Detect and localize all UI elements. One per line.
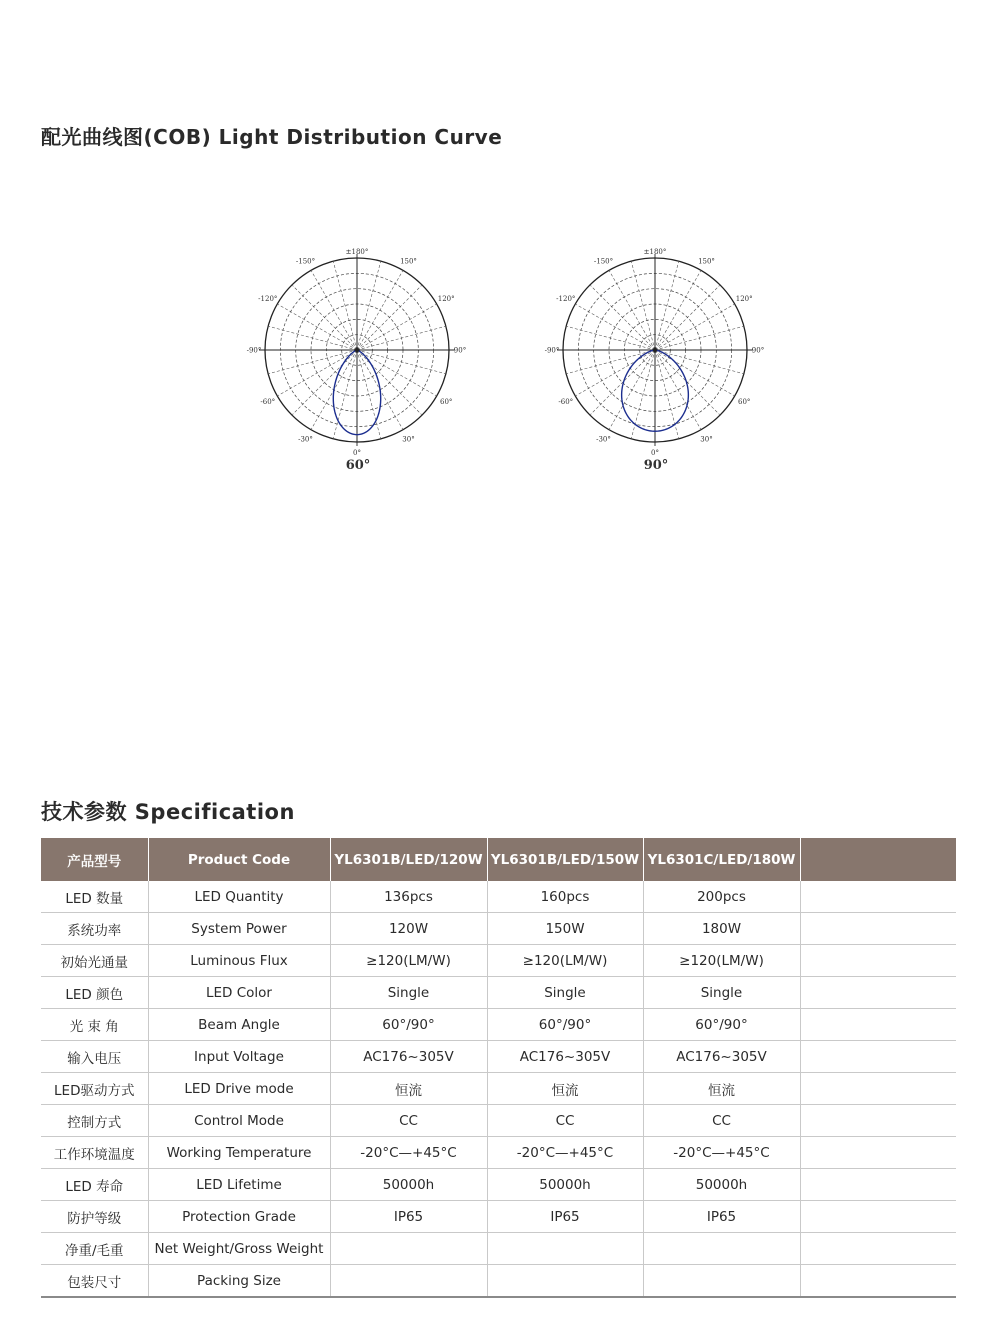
cell-en-label: System Power <box>148 913 330 945</box>
polar-angle-label: 30° <box>402 435 415 444</box>
cell-value-180w <box>643 1233 800 1265</box>
polar-grid-spoke <box>357 350 422 415</box>
cell-en-label: Protection Grade <box>148 1201 330 1233</box>
spec-section-title: 技术参数 Specification <box>41 800 295 824</box>
polar-angle-label: -60° <box>260 398 276 406</box>
cell-cn-label: 包装尺寸 <box>41 1265 148 1298</box>
cell-cn-label: 系统功率 <box>41 913 148 945</box>
cell-value-extra <box>800 1105 956 1137</box>
polar-angle-label: 60° <box>737 398 751 406</box>
table-row <box>41 1073 956 1105</box>
polar-angle-label: 60° <box>439 398 453 406</box>
polar-grid-spoke <box>631 261 655 350</box>
cell-value-extra <box>800 977 956 1009</box>
table-row <box>41 881 956 913</box>
polar-angle-label: ±180° <box>345 248 369 256</box>
cell-cn-label: LED 寿命 <box>41 1169 148 1201</box>
cell-cn-label: 工作环境温度 <box>41 1137 148 1169</box>
cell-value-120w: 120W <box>330 913 487 945</box>
cell-en-label: Working Temperature <box>148 1137 330 1169</box>
cell-value-extra <box>800 1201 956 1233</box>
polar-angle-label: -120° <box>556 295 576 303</box>
cell-en-label: Net Weight/Gross Weight <box>148 1233 330 1265</box>
polar-angle-label: 120° <box>735 295 753 303</box>
cell-value-180w: 恒流 <box>643 1073 800 1105</box>
cell-value-120w: 60°/90° <box>330 1009 487 1041</box>
polar-angle-label: -90° <box>544 346 560 355</box>
polar-grid-spoke <box>575 350 655 396</box>
cell-en-label: Input Voltage <box>148 1041 330 1073</box>
polar-grid-spoke <box>655 350 701 430</box>
header-cell-model-180w: YL6301C/LED/180W <box>643 838 800 881</box>
cell-cn-label: 防护等级 <box>41 1201 148 1233</box>
polar-chart-90-svg <box>541 240 771 455</box>
cell-cn-label: LED驱动方式 <box>41 1073 148 1105</box>
polar-grid-spoke <box>333 261 357 350</box>
cell-value-120w <box>330 1265 487 1298</box>
polar-angle-label: 0° <box>353 449 361 455</box>
spec-table <box>41 838 956 1298</box>
polar-angle-label: -120° <box>258 295 278 303</box>
cell-cn-label: 输入电压 <box>41 1041 148 1073</box>
polar-grid-spoke <box>277 350 357 396</box>
polar-angle-label: 150° <box>698 257 715 266</box>
cell-value-150w: 160pcs <box>487 881 643 913</box>
cell-en-label: LED Color <box>148 977 330 1009</box>
cell-value-120w: -20°C—+45°C <box>330 1137 487 1169</box>
cell-value-extra <box>800 1265 956 1298</box>
polar-grid-spoke <box>357 350 437 396</box>
cell-value-extra <box>800 1233 956 1265</box>
cell-value-extra <box>800 1073 956 1105</box>
cell-value-180w: 200pcs <box>643 881 800 913</box>
table-row <box>41 1265 956 1298</box>
polar-grid-spoke <box>357 350 381 439</box>
header-cell-cn-label: 产品型号 <box>41 838 148 881</box>
polar-chart-60 <box>243 240 473 480</box>
cell-value-180w: 50000h <box>643 1169 800 1201</box>
cell-value-180w: 60°/90° <box>643 1009 800 1041</box>
cell-en-label: Packing Size <box>148 1265 330 1298</box>
cell-value-150w: 50000h <box>487 1169 643 1201</box>
polar-grid-spoke <box>357 270 403 350</box>
polar-chart-60-caption: 60° <box>345 458 371 473</box>
cell-value-120w: 50000h <box>330 1169 487 1201</box>
table-row <box>41 977 956 1009</box>
cell-value-extra <box>800 1041 956 1073</box>
cell-en-label: LED Quantity <box>148 881 330 913</box>
header-cell-model-150w: YL6301B/LED/150W <box>487 838 643 881</box>
polar-chart-90 <box>541 240 771 480</box>
polar-angle-label: 90° <box>453 346 467 355</box>
polar-angle-label: -60° <box>558 398 574 406</box>
cell-cn-label: 光 束 角 <box>41 1009 148 1041</box>
polar-grid-spoke <box>609 350 655 430</box>
polar-grid-spoke <box>566 350 655 374</box>
table-row <box>41 1009 956 1041</box>
table-row <box>41 1169 956 1201</box>
cell-en-label: Control Mode <box>148 1105 330 1137</box>
polar-grid-spoke <box>655 270 701 350</box>
cell-value-extra <box>800 945 956 977</box>
cell-value-120w: ≥120(LM/W) <box>330 945 487 977</box>
table-row <box>41 1041 956 1073</box>
polar-angle-label: -150° <box>593 257 614 266</box>
table-row <box>41 1105 956 1137</box>
cell-value-120w: 136pcs <box>330 881 487 913</box>
cell-value-120w: AC176~305V <box>330 1041 487 1073</box>
cell-value-150w: AC176~305V <box>487 1041 643 1073</box>
cell-value-150w: 恒流 <box>487 1073 643 1105</box>
cell-value-180w: AC176~305V <box>643 1041 800 1073</box>
cell-value-120w: Single <box>330 977 487 1009</box>
polar-grid-spoke <box>357 326 446 350</box>
header-cell-en-label: Product Code <box>148 838 330 881</box>
table-row <box>41 945 956 977</box>
cell-cn-label: 净重/毛重 <box>41 1233 148 1265</box>
table-row <box>41 1233 956 1265</box>
polar-angle-label: -90° <box>246 346 262 355</box>
cell-value-extra <box>800 1169 956 1201</box>
polar-grid-spoke <box>655 326 744 350</box>
cell-value-150w <box>487 1265 643 1298</box>
cell-cn-label: 控制方式 <box>41 1105 148 1137</box>
polar-grid-spoke <box>609 270 655 350</box>
polar-grid-spoke <box>575 304 655 350</box>
curve-section-title: 配光曲线图(COB) Light Distribution Curve <box>41 125 503 149</box>
cell-en-label: LED Lifetime <box>148 1169 330 1201</box>
polar-grid-spoke <box>357 285 422 350</box>
polar-center-dot <box>653 348 657 352</box>
table-row <box>41 1201 956 1233</box>
cell-value-120w: 恒流 <box>330 1073 487 1105</box>
polar-angle-label: 150° <box>400 257 417 266</box>
cell-value-150w: 150W <box>487 913 643 945</box>
spec-table-header-row <box>41 838 956 881</box>
polar-grid-spoke <box>292 350 357 415</box>
cell-value-180w <box>643 1265 800 1298</box>
polar-grid-spoke <box>311 270 357 350</box>
cell-value-extra <box>800 1009 956 1041</box>
cell-cn-label: 初始光通量 <box>41 945 148 977</box>
cell-value-extra <box>800 913 956 945</box>
table-row <box>41 913 956 945</box>
polar-angle-label: 0° <box>651 449 659 455</box>
polar-chart-90-caption: 90° <box>643 458 669 473</box>
polar-angle-label: 30° <box>700 435 713 444</box>
polar-angle-label: -30° <box>298 435 313 444</box>
cell-value-180w: IP65 <box>643 1201 800 1233</box>
cell-value-extra <box>800 1137 956 1169</box>
polar-grid-spoke <box>357 304 437 350</box>
polar-grid-spoke <box>655 285 720 350</box>
polar-angle-label: -150° <box>295 257 316 266</box>
cell-value-180w: Single <box>643 977 800 1009</box>
header-cell-model-120w: YL6301B/LED/120W <box>330 838 487 881</box>
cell-value-120w: CC <box>330 1105 487 1137</box>
cell-value-180w: CC <box>643 1105 800 1137</box>
cell-value-150w: ≥120(LM/W) <box>487 945 643 977</box>
polar-grid-spoke <box>590 285 655 350</box>
cell-en-label: Luminous Flux <box>148 945 330 977</box>
cell-value-150w: CC <box>487 1105 643 1137</box>
cell-value-150w <box>487 1233 643 1265</box>
cell-value-120w <box>330 1233 487 1265</box>
polar-grid-spoke <box>655 304 735 350</box>
polar-angle-label: 120° <box>437 295 455 303</box>
cell-cn-label: LED 颜色 <box>41 977 148 1009</box>
cell-value-150w: Single <box>487 977 643 1009</box>
polar-grid-spoke <box>655 350 735 396</box>
polar-angle-label: 90° <box>751 346 765 355</box>
header-cell-empty <box>800 838 956 881</box>
cell-value-150w: -20°C—+45°C <box>487 1137 643 1169</box>
cell-value-150w: IP65 <box>487 1201 643 1233</box>
cell-value-180w: ≥120(LM/W) <box>643 945 800 977</box>
cell-cn-label: LED 数量 <box>41 881 148 913</box>
cell-value-120w: IP65 <box>330 1201 487 1233</box>
cell-en-label: Beam Angle <box>148 1009 330 1041</box>
cell-en-label: LED Drive mode <box>148 1073 330 1105</box>
table-row <box>41 1137 956 1169</box>
polar-angle-label: -30° <box>596 435 611 444</box>
cell-value-extra <box>800 881 956 913</box>
polar-angle-label: ±180° <box>643 248 667 256</box>
polar-grid-spoke <box>292 285 357 350</box>
polar-center-dot <box>355 348 359 352</box>
cell-value-180w: -20°C—+45°C <box>643 1137 800 1169</box>
polar-grid-spoke <box>277 304 357 350</box>
polar-chart-60-svg <box>243 240 473 455</box>
cell-value-150w: 60°/90° <box>487 1009 643 1041</box>
cell-value-180w: 180W <box>643 913 800 945</box>
